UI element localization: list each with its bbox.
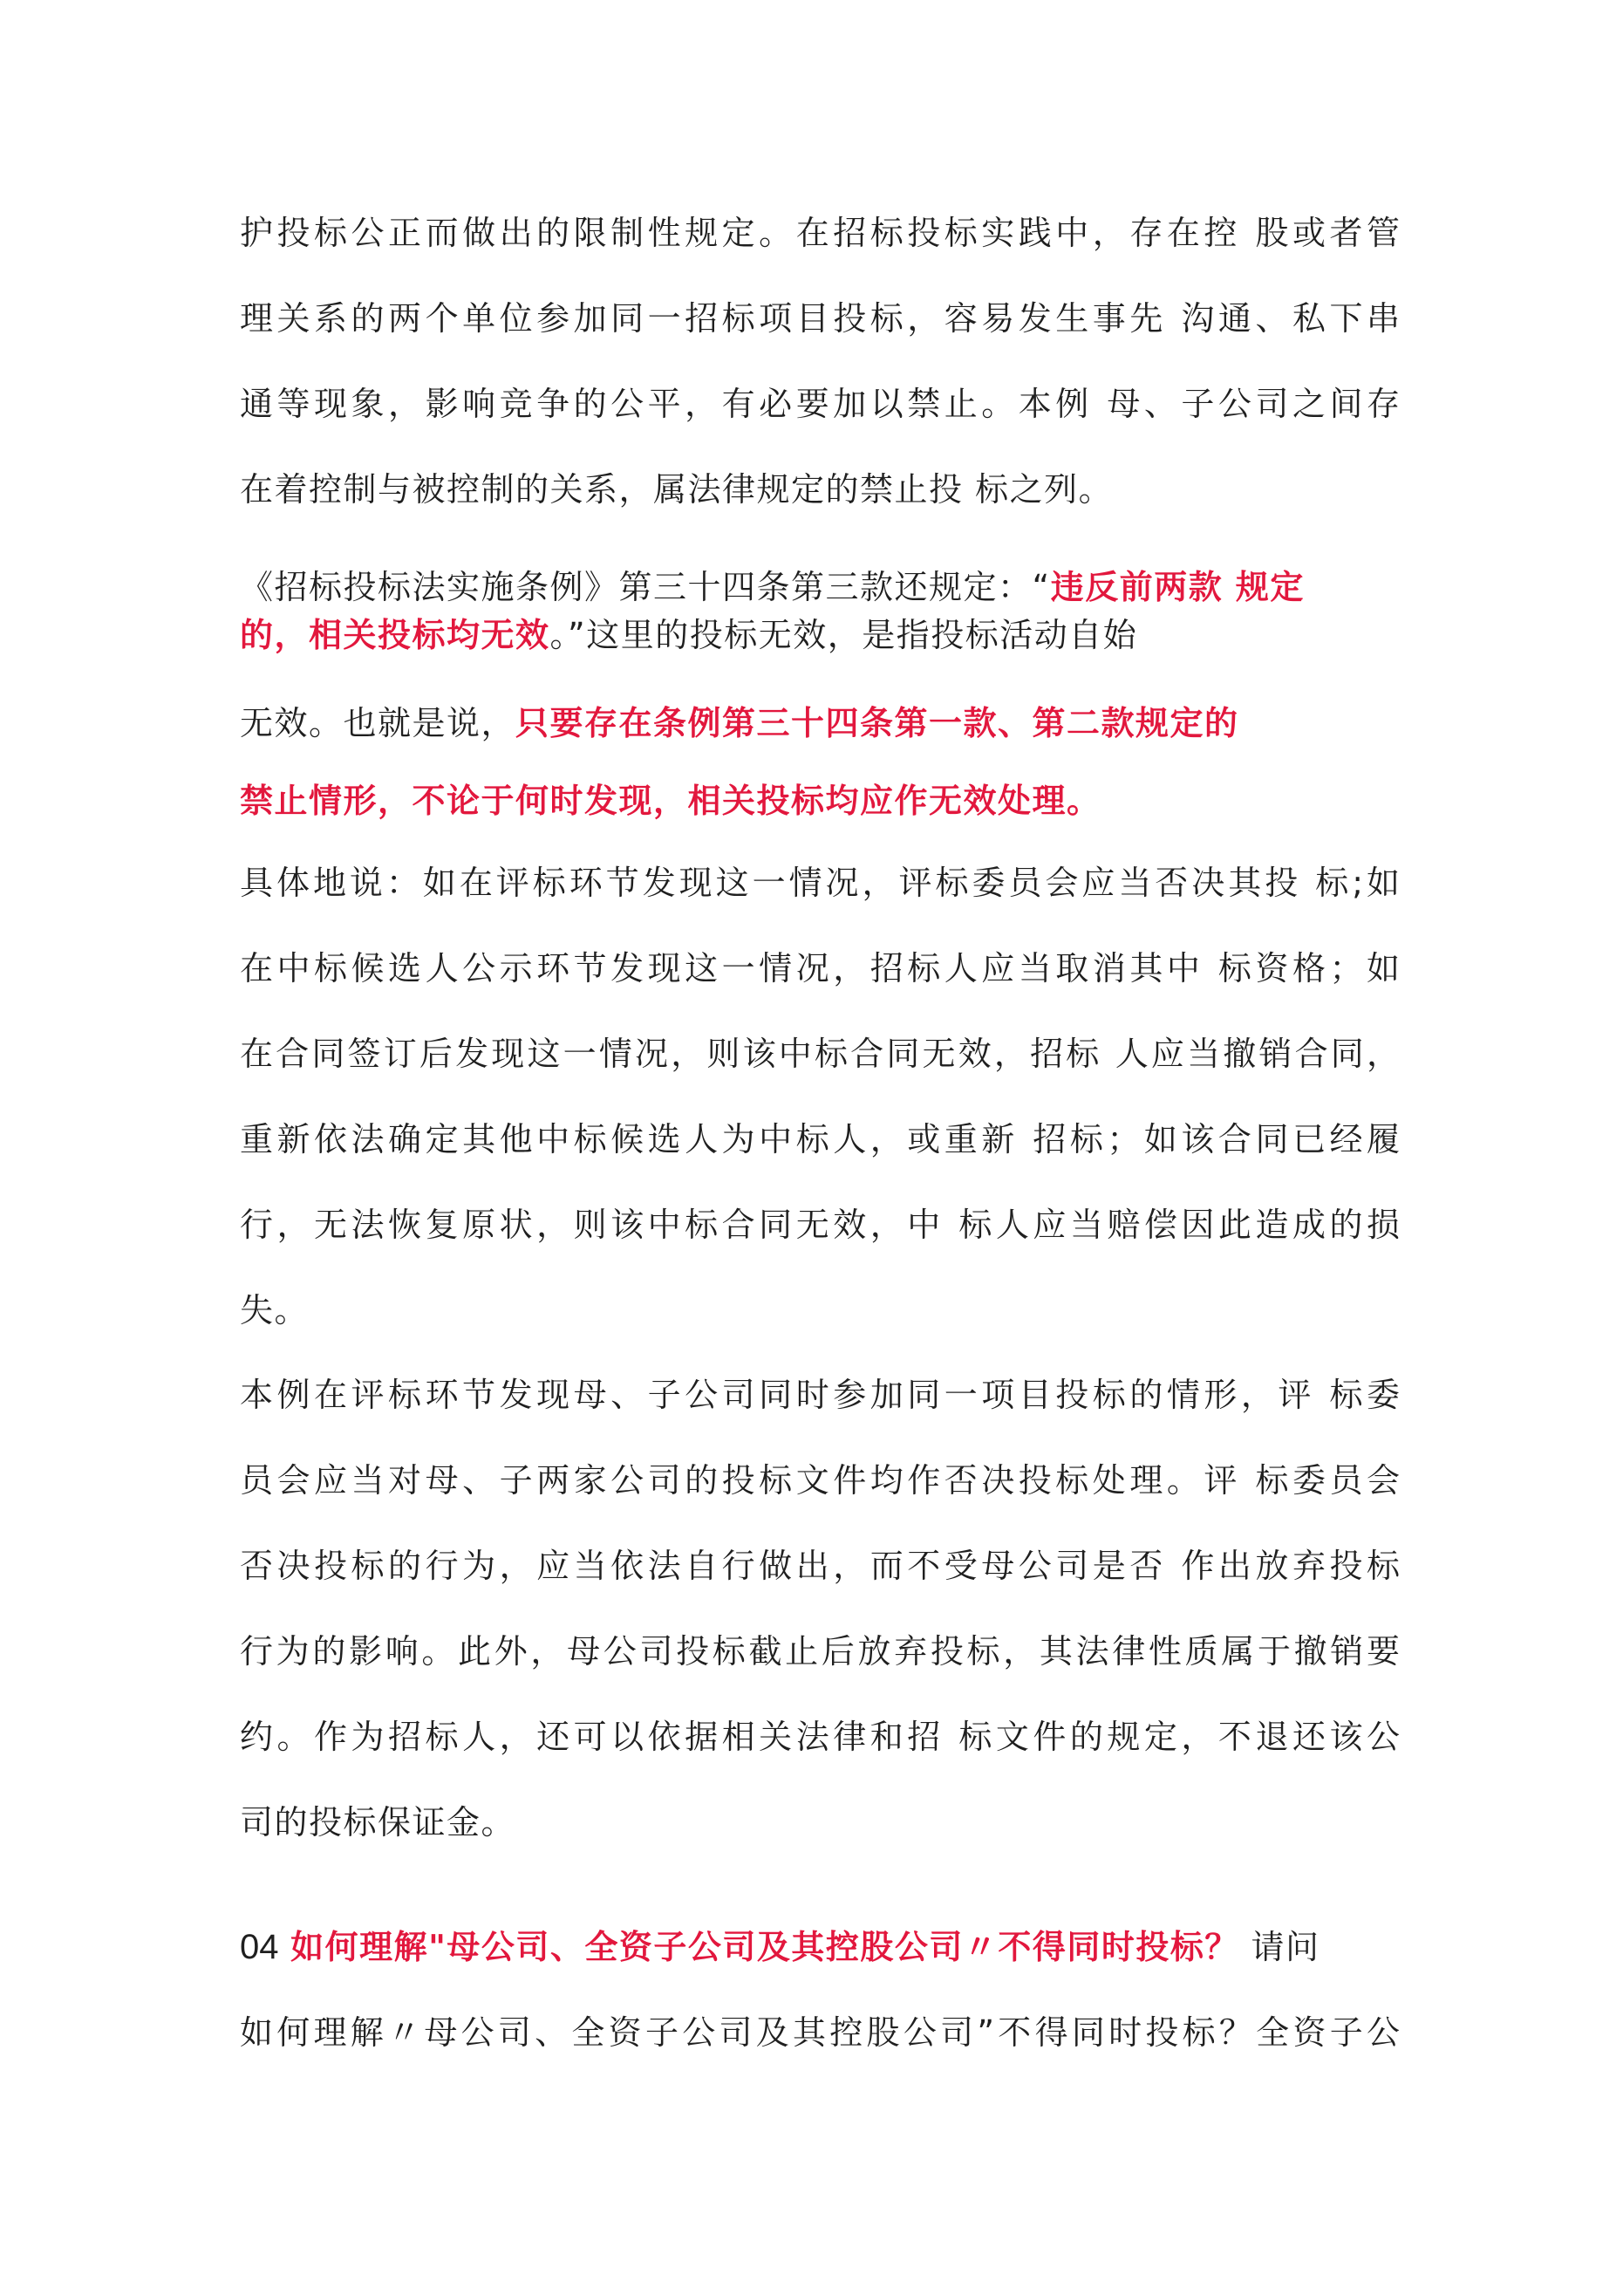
paragraph3-line: 在中标候选人公示环节发现这一情况，招标人应当取消其中 标资格；如 [240, 949, 1400, 987]
highlight-text: 禁止情形，不论于何时发现，相关投标均应作无效处理。 [240, 782, 1101, 820]
paragraph1-line: 理关系的两个单位参加同一招标项目投标，容易发生事先 沟通、私下串 [240, 299, 1400, 338]
highlight-text: 违反前两款 规定 [1050, 568, 1305, 606]
section-number: 04 [240, 1928, 279, 1966]
paragraph3-line: 在合同签订后发现这一情况，则该中标合同无效，招标 人应当撤销合同， [240, 1035, 1400, 1073]
paragraph2-line3 [240, 701, 1239, 745]
paragraph1-line: 护投标公正而做出的限制性规定。在招标投标实践中，存在控 股或者管 [240, 214, 1400, 252]
paragraph4-line: 行为的影响。此外，母公司投标截止后放弃投标，其法律性质属于撤销要 [240, 1632, 1400, 1671]
paragraph3-line: 行，无法恢复原状，则该中标合同无效，中 标人应当赔偿因此造成的损 [240, 1206, 1400, 1244]
section-title: 如何理解"母公司、全资子公司及其控股公司〃不得同时投标？ [290, 1928, 1239, 1966]
question-line: 如何理解〃母公司、全资子公司及其控股公司”不得同时投标？全资子公 [240, 2013, 1400, 2052]
paragraph3-line: 重新依法确定其他中标候选人为中标人，或重新 招标；如该合同已经履 [240, 1120, 1400, 1158]
paragraph2-line1 [240, 565, 1305, 609]
paragraph2-line4 [240, 779, 1101, 823]
highlight-text: 的，相关投标均无效 [240, 616, 550, 654]
paragraph3-line: 失。 [240, 1291, 310, 1329]
section-heading [240, 1925, 1320, 1969]
text-span: 请问 [1238, 1928, 1320, 1966]
highlight-text: 只要存在条例第三十四条第一款、第二款规定的 [515, 704, 1239, 742]
paragraph3-line: 具体地说：如在评标环节发现这一情况，评标委员会应当否决其投 标;如 [240, 864, 1400, 902]
paragraph4-line: 员会应当对母、子两家公司的投标文件均作否决投标处理。评 标委员会 [240, 1461, 1400, 1500]
text-span: 无效。也就是说， [240, 704, 516, 742]
paragraph4-line: 司的投标保证金。 [240, 1803, 516, 1842]
paragraph4-line: 约。作为招标人，还可以依据相关法律和招 标文件的规定，不退还该公 [240, 1718, 1400, 1756]
paragraph2-line2 [240, 613, 1137, 657]
text-span: 《招标投标法实施条例》第三十四条第三款还规定：“ [240, 568, 1051, 606]
paragraph1-line: 通等现象，影响竞争的公平，有必要加以禁止。本例 母、子公司之间存 [240, 385, 1400, 423]
paragraph1-line: 在着控制与被控制的关系，属法律规定的禁止投 标之列。 [240, 470, 1114, 509]
paragraph4-line: 否决投标的行为，应当依法自行做出，而不受母公司是否 作出放弃投标 [240, 1547, 1400, 1585]
text-span: 。”这里的投标无效，是指投标活动自始 [549, 616, 1138, 654]
paragraph4-line: 本例在评标环节发现母、子公司同时参加同一项目投标的情形，评 标委 [240, 1376, 1400, 1414]
